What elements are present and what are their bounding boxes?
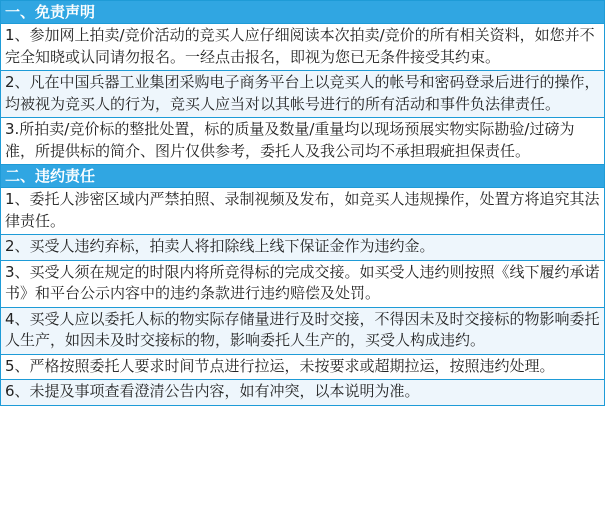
breach-item-6: 6、未提及事项查看澄清公告内容，如有冲突，以本说明为准。 xyxy=(0,379,605,406)
breach-item-4: 4、买受人应以委托人标的物实际存储量进行及时交接，不得因未及时交接标的物影响委托人生产，如因未及时交接标的物，影响委托人生产的，买受人构成违约。 xyxy=(0,307,605,354)
disclaimer-item-2: 2、凡在中国兵器工业集团采购电子商务平台上以竞买人的帐号和密码登录后进行的操作，均被视为竞买人的行为，竞买人应当对以其帐号进行的所有活动和事件负法律责任。 xyxy=(0,70,605,117)
section-header-disclaimer: 一、免责声明 xyxy=(0,0,605,23)
breach-item-5: 5、严格按照委托人要求时间节点进行拉运，未按要求或超期拉运，按照违约处理。 xyxy=(0,354,605,380)
section-header-breach-liability: 二、违约责任 xyxy=(0,164,605,187)
disclaimer-item-3: 3.所拍卖/竞价标的整批处置，标的质量及数量/重量均以现场预展实物实际勘验/过磅为准，所提供标的简介、图片仅供参考，委托人及我公司均不承担瑕疵担保责任。 xyxy=(0,117,605,164)
breach-item-1: 1、委托人涉密区域内严禁拍照、录制视频及发布，如竞买人违规操作，处置方将追究其法律责任。 xyxy=(0,187,605,234)
disclaimer-item-1: 1、参加网上拍卖/竞价活动的竞买人应仔细阅读本次拍卖/竞价的所有相关资料，如您并不完全知晓或认同请勿报名。一经点击报名，即视为您已无条件接受其约束。 xyxy=(0,23,605,70)
breach-item-2: 2、买受人违约弃标，拍卖人将扣除线上线下保证金作为违约金。 xyxy=(0,234,605,260)
breach-item-3: 3、买受人须在规定的时限内将所竞得标的完成交接。如买受人违约则按照《线下履约承诺书》和平台公示内容中的违约条款进行违约赔偿及处罚。 xyxy=(0,260,605,307)
